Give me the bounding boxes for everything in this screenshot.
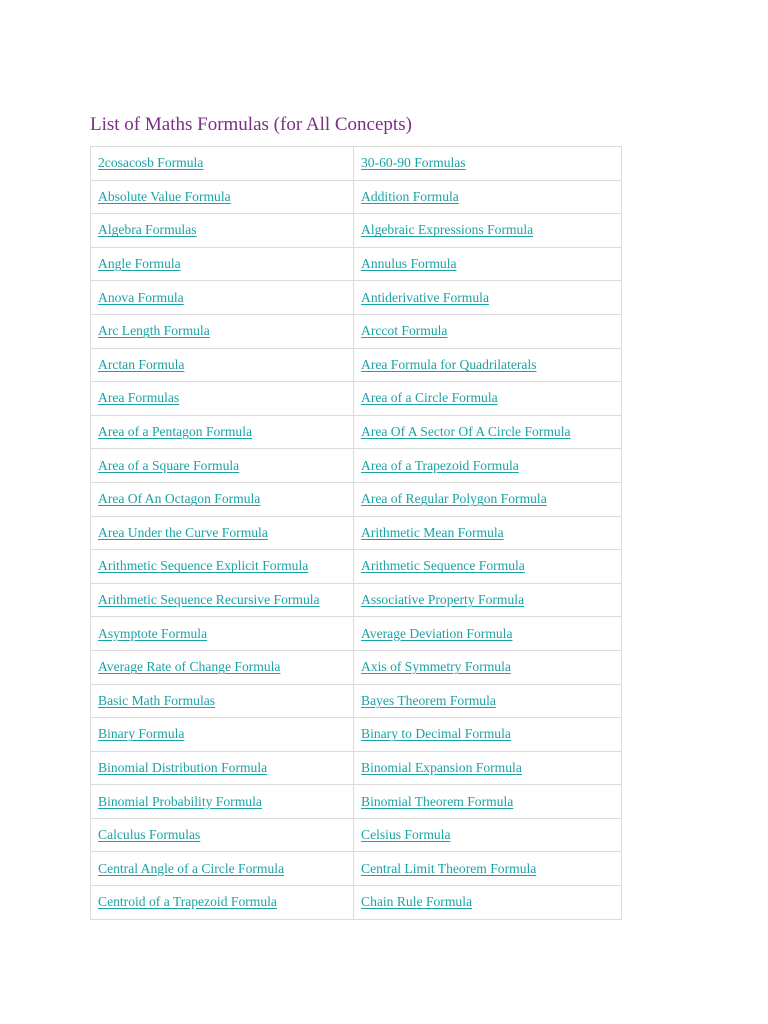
- formula-link[interactable]: Algebraic Expressions Formula: [361, 222, 534, 238]
- table-row: [91, 281, 622, 315]
- table-cell: [354, 180, 622, 214]
- table-cell: [354, 617, 622, 651]
- formula-link[interactable]: Average Deviation Formula: [361, 625, 513, 641]
- formula-link[interactable]: Binomial Probability Formula: [98, 793, 262, 809]
- formula-link[interactable]: Centroid of a Trapezoid Formula: [98, 894, 277, 910]
- formula-table-body: [91, 147, 622, 920]
- table-row: [91, 852, 622, 886]
- table-row: [91, 751, 622, 785]
- table-cell: [91, 314, 354, 348]
- formula-link[interactable]: Addition Formula: [361, 188, 459, 204]
- table-cell: [91, 718, 354, 752]
- table-cell: [354, 382, 622, 416]
- table-row: [91, 180, 622, 214]
- formula-link[interactable]: Annulus Formula: [361, 256, 457, 272]
- formula-link[interactable]: Antiderivative Formula: [361, 289, 489, 305]
- table-cell: [354, 482, 622, 516]
- formula-link[interactable]: Area Under the Curve Formula: [98, 524, 268, 540]
- table-row: [91, 382, 622, 416]
- formula-link[interactable]: Arccot Formula: [361, 323, 448, 339]
- table-cell: [91, 482, 354, 516]
- formula-link[interactable]: Area Of An Octagon Formula: [98, 491, 261, 507]
- table-cell: [91, 684, 354, 718]
- formula-link[interactable]: Basic Math Formulas: [98, 692, 216, 708]
- table-cell: [354, 247, 622, 281]
- table-cell: [91, 415, 354, 449]
- table-cell: [91, 886, 354, 920]
- table-cell: [91, 818, 354, 852]
- table-cell: [91, 147, 354, 181]
- table-row: [91, 247, 622, 281]
- formula-link[interactable]: 30-60-90 Formulas: [361, 155, 466, 171]
- formula-link[interactable]: Arithmetic Sequence Recursive Formula: [98, 592, 320, 608]
- formula-link[interactable]: Chain Rule Formula: [361, 894, 473, 910]
- formula-link[interactable]: Average Rate of Change Formula: [98, 659, 281, 675]
- formula-table: [90, 146, 622, 920]
- table-cell: [354, 818, 622, 852]
- table-row: [91, 482, 622, 516]
- formula-link[interactable]: Angle Formula: [98, 256, 181, 272]
- table-row: [91, 785, 622, 819]
- formula-link[interactable]: Algebra Formulas: [98, 222, 197, 238]
- table-cell: [91, 852, 354, 886]
- formula-link[interactable]: Area of a Trapezoid Formula: [361, 457, 519, 473]
- formula-link[interactable]: Area of Regular Polygon Formula: [361, 491, 547, 507]
- formula-link[interactable]: Area Formula for Quadrilaterals: [361, 356, 537, 372]
- table-cell: [354, 147, 622, 181]
- formula-link[interactable]: Central Limit Theorem Formula: [361, 860, 537, 876]
- formula-link[interactable]: Binomial Expansion Formula: [361, 759, 522, 775]
- table-cell: [91, 650, 354, 684]
- formula-link[interactable]: Area of a Pentagon Formula: [98, 424, 253, 440]
- table-row: [91, 650, 622, 684]
- table-cell: [354, 886, 622, 920]
- formula-link[interactable]: Area Formulas: [98, 390, 180, 406]
- table-cell: [91, 751, 354, 785]
- formula-link[interactable]: Associative Property Formula: [361, 592, 525, 608]
- table-row: [91, 818, 622, 852]
- table-cell: [354, 583, 622, 617]
- formula-link[interactable]: Asymptote Formula: [98, 625, 208, 641]
- table-cell: [354, 281, 622, 315]
- table-row: [91, 583, 622, 617]
- formula-link[interactable]: Absolute Value Formula: [98, 188, 231, 204]
- table-cell: [91, 382, 354, 416]
- table-cell: [354, 785, 622, 819]
- formula-link[interactable]: Area of a Circle Formula: [361, 390, 498, 406]
- table-row: [91, 415, 622, 449]
- table-cell: [354, 550, 622, 584]
- table-cell: [354, 449, 622, 483]
- table-cell: [91, 281, 354, 315]
- table-cell: [354, 516, 622, 550]
- table-cell: [91, 516, 354, 550]
- table-cell: [354, 852, 622, 886]
- table-row: [91, 147, 622, 181]
- table-cell: [91, 247, 354, 281]
- table-row: [91, 718, 622, 752]
- table-cell: [91, 348, 354, 382]
- table-row: [91, 449, 622, 483]
- table-cell: [354, 650, 622, 684]
- table-cell: [354, 314, 622, 348]
- table-cell: [91, 550, 354, 584]
- table-cell: [354, 348, 622, 382]
- page-title: List of Maths Formulas (for All Concepts): [90, 114, 412, 135]
- table-row: [91, 617, 622, 651]
- table-row: [91, 214, 622, 248]
- formula-link[interactable]: Arithmetic Sequence Explicit Formula: [98, 558, 309, 574]
- table-row: [91, 314, 622, 348]
- formula-link[interactable]: Binary to Decimal Formula: [361, 726, 511, 742]
- table-cell: [91, 214, 354, 248]
- table-cell: [354, 684, 622, 718]
- formula-link[interactable]: Celsius Formula: [361, 827, 451, 843]
- formula-link[interactable]: Calculus Formulas: [98, 827, 201, 843]
- table-row: [91, 550, 622, 584]
- formula-link[interactable]: Arctan Formula: [98, 356, 185, 372]
- table-cell: [354, 415, 622, 449]
- table-cell: [91, 180, 354, 214]
- table-cell: [91, 785, 354, 819]
- table-row: [91, 886, 622, 920]
- table-cell: [91, 583, 354, 617]
- formula-link[interactable]: Anova Formula: [98, 289, 184, 305]
- formula-link[interactable]: Area of a Square Formula: [98, 457, 240, 473]
- table-row: [91, 348, 622, 382]
- table-row: [91, 684, 622, 718]
- formula-link[interactable]: Arc Length Formula: [98, 323, 210, 339]
- formula-link[interactable]: Binomial Theorem Formula: [361, 793, 514, 809]
- table-cell: [91, 617, 354, 651]
- table-row: [91, 516, 622, 550]
- formula-link[interactable]: Bayes Theorem Formula: [361, 692, 496, 708]
- formula-link[interactable]: Axis of Symmetry Formula: [361, 659, 511, 675]
- formula-link[interactable]: 2cosacosb Formula: [98, 155, 204, 171]
- formula-link[interactable]: Area Of A Sector Of A Circle Formula: [361, 424, 571, 440]
- table-cell: [354, 751, 622, 785]
- formula-link[interactable]: Arithmetic Mean Formula: [361, 524, 504, 540]
- table-cell: [354, 718, 622, 752]
- formula-link[interactable]: Central Angle of a Circle Formula: [98, 860, 285, 876]
- formula-link[interactable]: Binary Formula: [98, 726, 185, 742]
- table-cell: [91, 449, 354, 483]
- table-cell: [354, 214, 622, 248]
- formula-link[interactable]: Binomial Distribution Formula: [98, 759, 268, 775]
- formula-link[interactable]: Arithmetic Sequence Formula: [361, 558, 525, 574]
